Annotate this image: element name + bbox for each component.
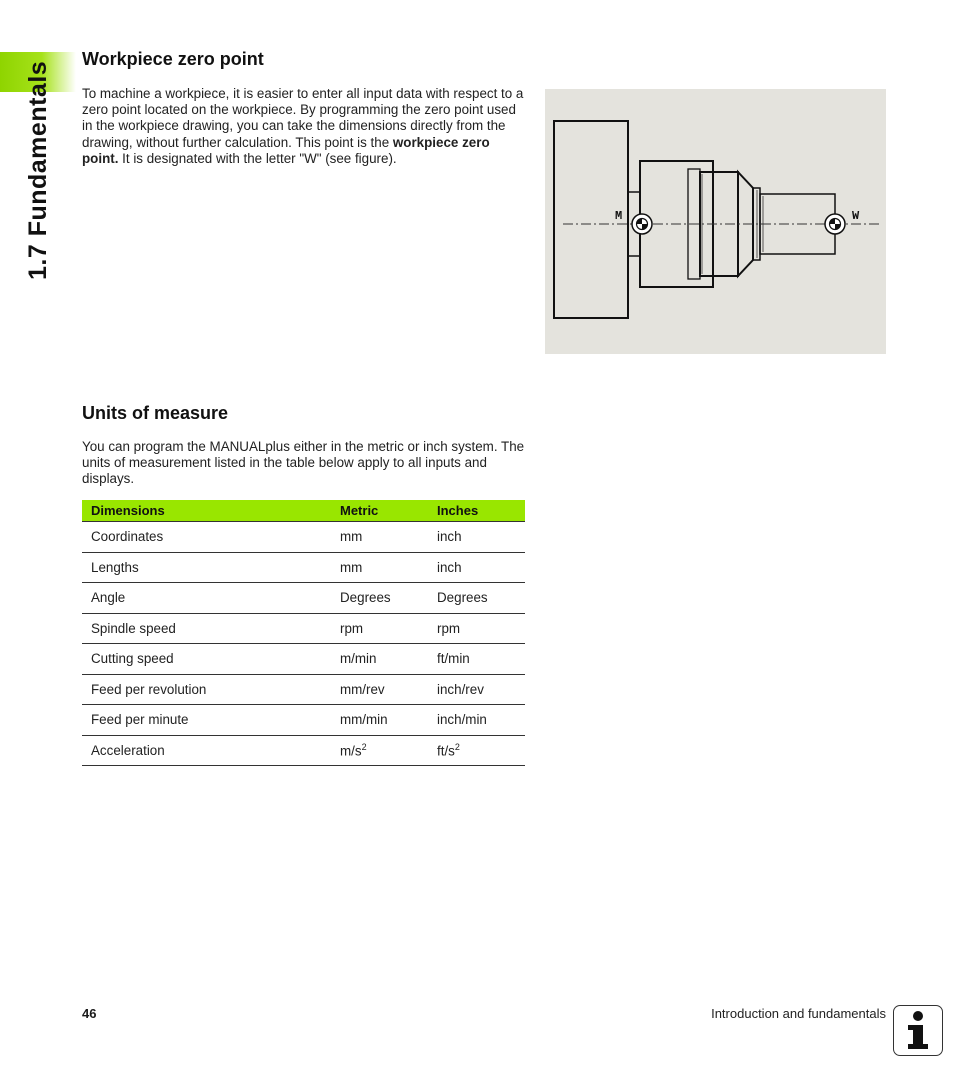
cell-metric: rpm — [331, 613, 428, 644]
workpiece-zero-point-paragraph — [82, 86, 528, 167]
cell-metric: mm — [331, 552, 428, 583]
units-paragraph: You can program the MANUALplus either in the metric or inch system. The units of measurement listed in the table below apply to all inputs and displays. — [82, 439, 525, 487]
table-row — [82, 705, 525, 736]
table-row — [82, 583, 525, 614]
table-row — [82, 674, 525, 705]
machine-zero-symbol — [632, 214, 652, 234]
cell-metric-exponent: 2 — [361, 742, 367, 753]
page-number: 46 — [82, 1006, 97, 1021]
cell-dimension: Lengths — [82, 552, 331, 583]
cell-inches — [428, 735, 525, 766]
header-metric: Metric — [331, 500, 428, 522]
label-w: W — [852, 209, 860, 223]
table-row — [82, 522, 525, 553]
cell-dimension: Cutting speed — [82, 644, 331, 675]
paragraph-bold-term: workpiece zero point. — [82, 134, 490, 166]
table-row — [82, 552, 525, 583]
footer-chapter-title: Introduction and fundamentals — [711, 1006, 886, 1021]
table-row — [82, 735, 525, 766]
units-of-measure-heading: Units of measure — [82, 403, 229, 423]
cell-metric: m/min — [331, 644, 428, 675]
cell-inches: ft/min — [428, 644, 525, 675]
cell-inches-exponent: 2 — [454, 742, 460, 753]
cell-metric: mm — [331, 522, 428, 553]
lathe-drawing — [545, 89, 886, 354]
label-m: M — [615, 209, 623, 223]
cell-inches-unit: ft/s — [437, 743, 455, 759]
cell-inches: inch/min — [428, 705, 525, 736]
cell-metric: mm/rev — [331, 674, 428, 705]
cell-dimension: Feed per minute — [82, 705, 331, 736]
units-table — [82, 500, 525, 766]
header-inches: Inches — [428, 500, 525, 522]
workpiece-figure — [545, 89, 886, 354]
cell-metric — [331, 735, 428, 766]
cell-metric: mm/min — [331, 705, 428, 736]
cell-inches: Degrees — [428, 583, 525, 614]
cell-inches: inch — [428, 522, 525, 553]
paragraph-text: To machine a workpiece, it is easier to enter all input data with respect to a zero point located on the workpiece. By programming the zero point used in the workpiece drawing, you can take the dimensions directly from the drawing, without further calculation. This point is the — [82, 86, 524, 150]
chapter-side-title: 1.7 Fundamentals — [24, 60, 52, 280]
workpiece-zero-point-heading: Workpiece zero point — [82, 49, 264, 69]
table-row — [82, 644, 525, 675]
workpiece-zero-symbol — [825, 214, 845, 234]
cell-metric-unit: m/s — [340, 743, 362, 759]
cell-dimension: Angle — [82, 583, 331, 614]
paragraph-text-end: It is designated with the letter "W" (see figure). — [118, 150, 397, 166]
table-header-row — [82, 500, 525, 522]
cell-inches: inch — [428, 552, 525, 583]
table-row — [82, 613, 525, 644]
cell-dimension: Feed per revolution — [82, 674, 331, 705]
cell-inches: rpm — [428, 613, 525, 644]
cell-metric: Degrees — [331, 583, 428, 614]
cell-dimension: Spindle speed — [82, 613, 331, 644]
cell-dimension: Acceleration — [82, 735, 331, 766]
cell-dimension: Coordinates — [82, 522, 331, 553]
info-icon — [893, 1005, 943, 1056]
cell-inches: inch/rev — [428, 674, 525, 705]
header-dimensions: Dimensions — [82, 500, 331, 522]
